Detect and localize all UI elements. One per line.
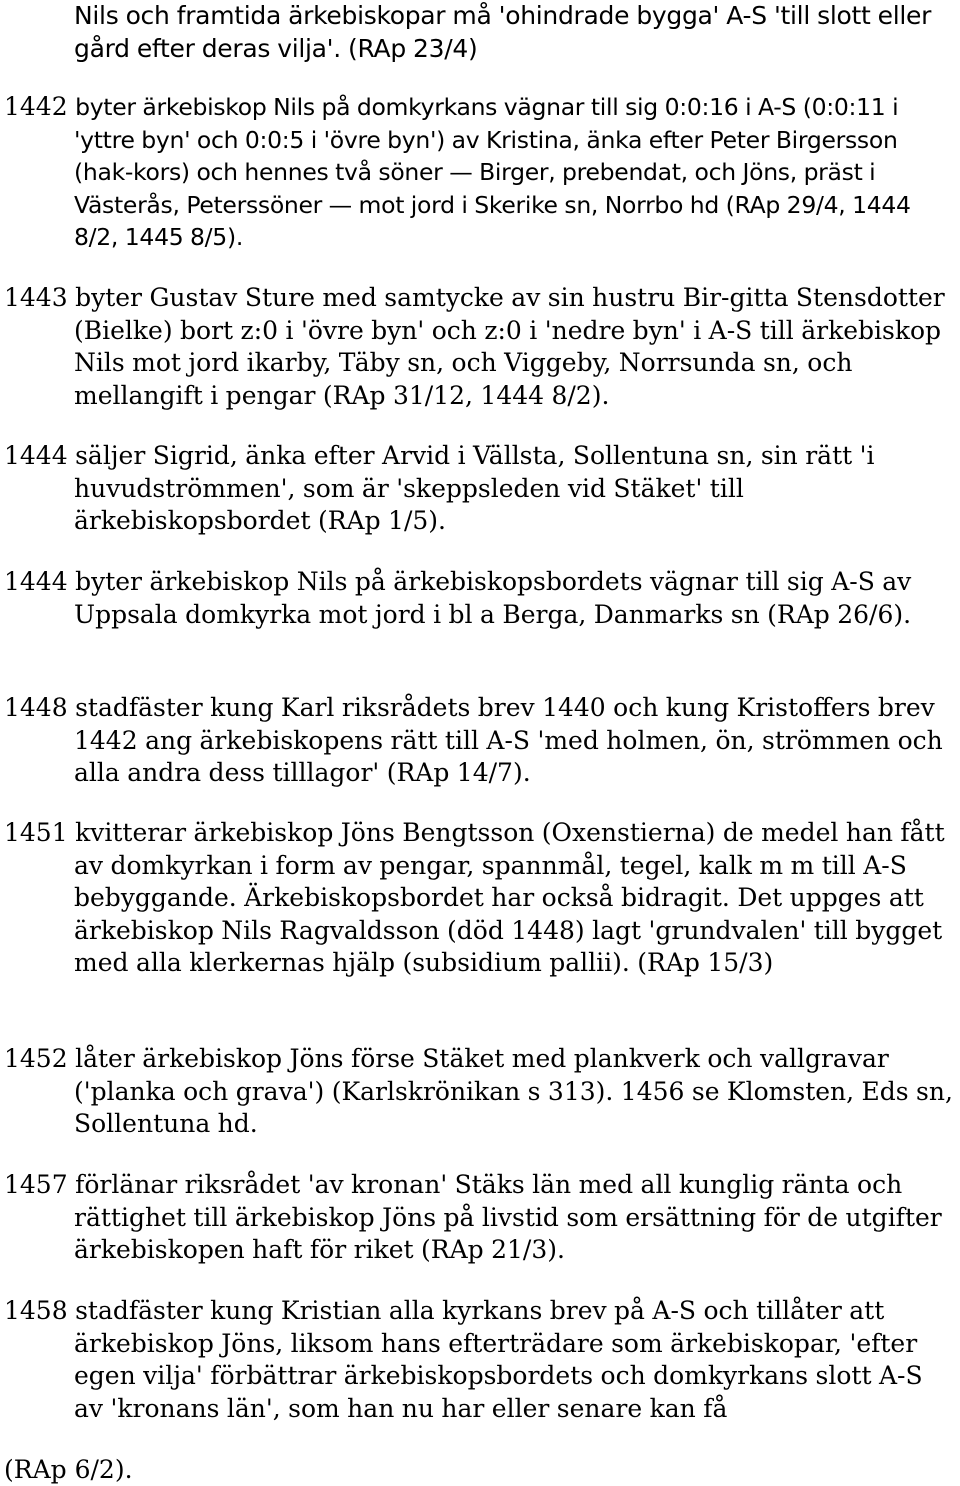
entry-year: 1442 [4,92,68,121]
entry-year: 1452 [4,1044,68,1073]
entry-text: låter ärkebiskop Jöns förse Stäket med plankverk och vallgravar ('planka och grava') (Karlskrönikan s 313). 1456 se Klomsten, Eds sn, Sollentuna hd. [74,1044,953,1139]
entry-text: byter ärkebiskop Nils på domkyrkans vägnar till sig 0:0:16 i A-S (0:0:11 i 'yttre byn' och 0:0:5 i 'övre byn') av Kristina, änka efter Peter Birgersson (hak-kors) och hennes två söner — Birger, prebendat, och Jöns, präst i Västerås, Peterssöner — mot jord i Skerike sn, Norrbo hd (RAp 29/4, 1444 8/2, 1445 8/5). [74,93,911,252]
footer-reference: (RAp 6/2). [4,1455,133,1484]
entry-1443 [4,282,956,412]
entry-text: säljer Sigrid, änka efter Arvid i Vällsta, Sollentuna sn, sin rätt 'i huvudströmmen', som är 'skeppsleden vid Stäket' till ärkebiskopsbordet (RAp 1/5). [74,441,875,536]
entry-year: 1448 [4,693,68,722]
entry-year: 1444 [4,567,68,596]
entry-year: 1457 [4,1170,68,1199]
entry-year: 1443 [4,283,68,312]
entry-text: förlänar riksrådet 'av kronan' Stäks län med all kunglig ränta och rättighet till ärkebiskop Jöns på livstid som ersättning för de utgifter ärkebiskopen haft för riket (RAp 21/3). [74,1170,942,1265]
entry-1442 [4,91,956,254]
entry-1448 [4,692,956,790]
entry-text: stadfäster kung Karl riksrådets brev 1440 och kung Kristoffers brev 1442 ang ärkebiskopens rätt till A-S 'med holmen, ön, strömmen och alla andra dess tilllagor' (RAp 14/7). [74,693,943,788]
entry-text: kvitterar ärkebiskop Jöns Bengtsson (Oxenstierna) de medel han fått av domkyrkan i form av pengar, spannmål, tegel, kalk m m till A-S bebyggande. Ärkebiskopsbordet har också bidragit. Det uppges att ärkebiskop Nils Ragvaldsson (död 1448) lagt 'grundvalen' till bygget med alla klerkernas hjälp (subsidium pallii). (RAp 15/3) [74,818,945,978]
entry-1444-b [4,566,956,631]
entry-1458 [4,1295,956,1425]
entry-year: 1444 [4,441,68,470]
entry-1452 [4,1043,956,1141]
entry-text: byter Gustav Sture med samtycke av sin hustru Bir-gitta Stensdotter (Bielke) bort z:0 i 'övre byn' och z:0 i 'nedre byn' i A-S till ärkebiskop Nils mot jord ikarby, Täby sn, och Viggeby, Norrsunda sn, och mellangift i pengar (RAp 31/12, 1444 8/2). [74,283,945,410]
entry-year: 1458 [4,1296,68,1325]
entry-text: byter ärkebiskop Nils på ärkebiskopsbordets vägnar till sig A-S av Uppsala domkyrka mot jord i bl a Berga, Danmarks sn (RAp 26/6). [74,567,912,629]
entry-year: 1451 [4,818,68,847]
entry-1444-a [4,440,956,538]
entry-1451 [4,817,956,980]
continued-paragraph: Nils och framtida ärkebiskopar må 'ohindrade bygga' A-S 'till slott eller gård efter deras vilja'. (RAp 23/4) [74,1,932,63]
entry-text: stadfäster kung Kristian alla kyrkans brev på A-S och tillåter att ärkebiskop Jöns, liksom hans efterträdare som ärkebiskopar, 'efter egen vilja' förbättrar ärkebiskopsbordets och domkyrkans slott A-S av 'kronans län', som han nu har eller senare kan få [74,1296,923,1423]
entry-1457 [4,1169,956,1267]
